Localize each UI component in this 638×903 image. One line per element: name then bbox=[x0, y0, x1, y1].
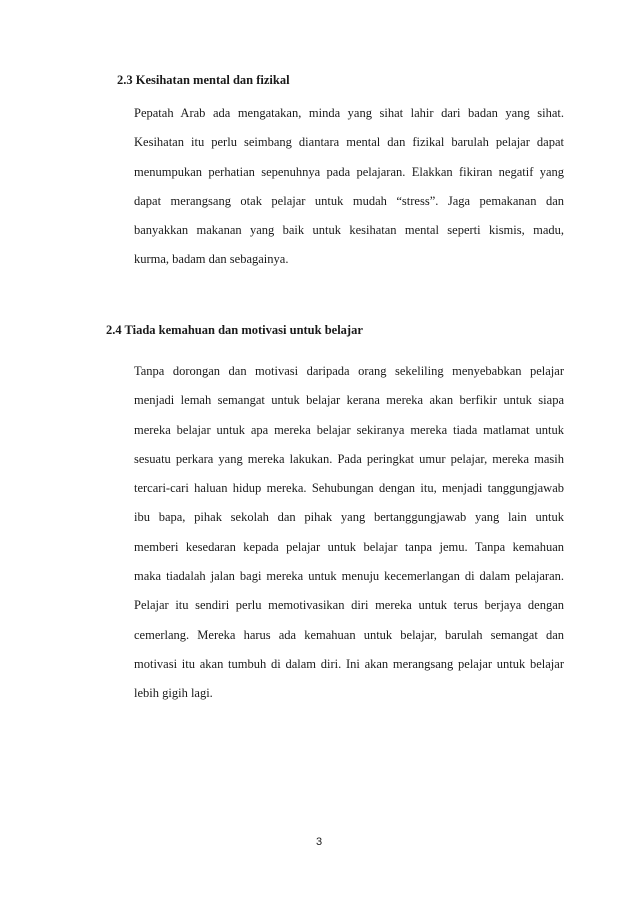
paragraph-kesihatan bbox=[134, 105, 564, 281]
paragraph-line: menjadi lemah semangat untuk belajar kerana mereka akan berfikir untuk siapa bbox=[134, 393, 564, 408]
paragraph-line: kurma, badam dan sebagainya. bbox=[134, 252, 289, 267]
paragraph-line: menumpukan perhatian sepenuhnya pada pelajaran. Elakkan fikiran negatif yang bbox=[134, 164, 564, 179]
page-number: 3 bbox=[315, 836, 323, 848]
paragraph-motivasi bbox=[134, 363, 564, 715]
paragraph-line: Kesihatan itu perlu seimbang diantara mental dan fizikal barulah pelajar dapat bbox=[134, 135, 564, 150]
paragraph-line: ibu bapa, pihak sekolah dan pihak yang bertanggungjawab yang lain untuk bbox=[134, 510, 564, 525]
paragraph-line: Tanpa dorongan dan motivasi daripada orang sekeliling menyebabkan pelajar bbox=[134, 364, 564, 378]
paragraph-line: dapat merangsang otak pelajar untuk mudah “stress”. Jaga pemakanan dan bbox=[134, 193, 564, 208]
paragraph-line: motivasi itu akan tumbuh di dalam diri. Ini akan merangsang pelajar untuk belajar bbox=[134, 656, 564, 671]
section-heading-kesihatan: 2.3 Kesihatan mental dan fizikal bbox=[117, 73, 290, 87]
paragraph-line: tercari-cari haluan hidup mereka. Sehubungan dengan itu, menjadi tanggungjawab bbox=[134, 481, 564, 496]
section-heading-motivasi: 2.4 Tiada kemahuan dan motivasi untuk belajar bbox=[106, 323, 363, 337]
paragraph-line: Pepatah Arab ada mengatakan, minda yang sihat lahir dari badan yang sihat. bbox=[134, 106, 564, 120]
paragraph-line: Pelajar itu sendiri perlu memotivasikan diri mereka untuk terus berjaya dengan bbox=[134, 598, 564, 613]
paragraph-line: memberi kesedaran kepada pelajar untuk belajar tanpa jemu. Tanpa kemahuan bbox=[134, 539, 564, 554]
paragraph-line: banyakkan makanan yang baik untuk kesihatan mental seperti kismis, madu, bbox=[134, 223, 564, 238]
paragraph-line: maka tiadalah jalan bagi mereka untuk menuju kecemerlangan di dalam pelajaran. bbox=[134, 569, 564, 584]
paragraph-line: mereka belajar untuk apa mereka belajar sekiranya mereka tiada matlamat untuk bbox=[134, 422, 564, 437]
paragraph-line: cemerlang. Mereka harus ada kemahuan untuk belajar, barulah semangat dan bbox=[134, 627, 564, 642]
paragraph-line: lebih gigih lagi. bbox=[134, 686, 213, 701]
paragraph-line: sesuatu perkara yang mereka lakukan. Pada peringkat umur pelajar, mereka masih bbox=[134, 451, 564, 466]
